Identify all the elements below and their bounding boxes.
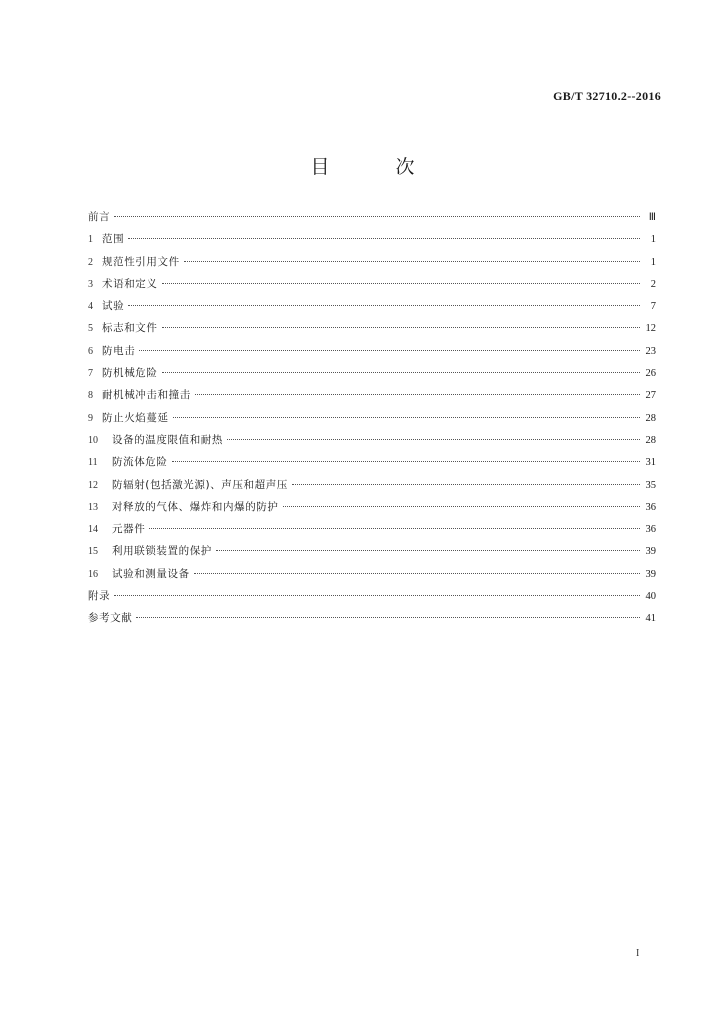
toc-entry[interactable] <box>88 365 656 387</box>
toc-entry-number: 11 <box>88 457 98 469</box>
toc-leader-dots <box>172 461 641 462</box>
toc-leader-dots <box>292 484 640 485</box>
toc-entry-label: 试验 <box>102 300 125 313</box>
toc-entry[interactable] <box>88 454 656 476</box>
toc-entry[interactable] <box>88 209 656 231</box>
toc-entry-label: 参考文献 <box>88 612 133 625</box>
toc-entry-label: 防流体危险 <box>112 456 168 469</box>
toc-entry-page: 23 <box>645 345 656 357</box>
toc-leader-dots <box>283 506 641 507</box>
toc-entry-number: 13 <box>88 501 98 513</box>
toc-entry[interactable] <box>88 343 656 365</box>
toc-entry[interactable] <box>88 610 656 632</box>
toc-entry[interactable] <box>88 543 656 565</box>
toc-leader-dots <box>195 394 640 395</box>
toc-entry[interactable] <box>88 320 656 342</box>
toc-entry-page: 40 <box>645 591 656 603</box>
toc-entry-number: 5 <box>88 323 93 335</box>
toc-entry-number: 10 <box>88 434 98 446</box>
toc-entry-label: 试验和测量设备 <box>112 567 190 580</box>
toc-entry-page: 41 <box>645 613 656 625</box>
toc-entry-number: 4 <box>88 301 93 313</box>
page-title: 目 次 <box>310 156 445 178</box>
toc-entry-label: 防止火焰蔓延 <box>102 411 169 424</box>
toc-entry[interactable] <box>88 254 656 276</box>
toc-entry-number: 12 <box>88 479 98 491</box>
toc-leader-dots <box>128 238 640 239</box>
toc-entry[interactable] <box>88 588 656 610</box>
toc-entry-page: 12 <box>645 323 656 335</box>
toc-entry-page: 2 <box>650 278 656 290</box>
toc-entry[interactable] <box>88 521 656 543</box>
toc-leader-dots <box>128 305 640 306</box>
toc-entry-page: 26 <box>645 368 656 380</box>
toc-entry[interactable] <box>88 410 656 432</box>
toc-entry-page: 1 <box>650 256 656 268</box>
toc-leader-dots <box>162 372 641 373</box>
toc-entry-label: 利用联锁装置的保护 <box>112 545 212 558</box>
toc-entry-number: 16 <box>88 568 98 580</box>
toc-leader-dots <box>149 528 640 529</box>
toc-entry[interactable] <box>88 499 656 521</box>
toc-entry-number: 9 <box>88 412 93 424</box>
toc-leader-dots <box>162 327 641 328</box>
toc-entry-page: 36 <box>645 501 656 513</box>
toc-entry-page: 1 <box>650 234 656 246</box>
toc-entry[interactable] <box>88 231 656 253</box>
toc-leader-dots <box>194 573 640 574</box>
toc-entry-label: 范围 <box>102 233 125 246</box>
toc-entry[interactable] <box>88 387 656 409</box>
toc-entry-number: 7 <box>88 368 93 380</box>
toc-entry-label: 设备的温度限值和耐热 <box>112 433 223 446</box>
toc-entry-page: 31 <box>645 457 656 469</box>
toc-entry-number: 6 <box>88 345 93 357</box>
toc-entry-page: 27 <box>645 390 656 402</box>
toc-entry-page: 28 <box>645 434 656 446</box>
toc-entry-label: 对释放的气体、爆炸和内爆的防护 <box>112 500 279 513</box>
toc-entry-page: Ⅲ <box>648 212 656 223</box>
toc-entry-page: 7 <box>650 301 656 313</box>
toc-entry[interactable] <box>88 276 656 298</box>
toc-leader-dots <box>216 550 640 551</box>
toc-entry-number: 15 <box>88 546 98 558</box>
toc-leader-dots <box>173 417 640 418</box>
toc-entry-page: 36 <box>645 524 656 536</box>
toc-entry-label: 附录 <box>88 590 111 603</box>
toc-entry[interactable] <box>88 566 656 588</box>
toc-entry-page: 28 <box>645 412 656 424</box>
toc-entry-page: 39 <box>645 546 656 558</box>
toc-leader-dots <box>227 439 640 440</box>
toc-leader-dots <box>114 595 640 596</box>
toc-entry-label: 术语和定义 <box>102 277 158 290</box>
toc-entry-page: 35 <box>645 479 656 491</box>
page-number: I <box>636 948 640 959</box>
toc-entry-label: 前言 <box>88 211 111 223</box>
toc-entry[interactable] <box>88 432 656 454</box>
standard-code: GB/T 32710.2--2016 <box>553 89 661 103</box>
toc-entry-label: 耐机械冲击和撞击 <box>102 389 191 402</box>
toc-leader-dots <box>162 283 641 284</box>
toc-leader-dots <box>184 261 640 262</box>
toc-entry-number: 8 <box>88 390 93 402</box>
toc-entry[interactable] <box>88 477 656 499</box>
toc-entry-page: 39 <box>645 568 656 580</box>
toc-entry-label: 标志和文件 <box>102 322 158 335</box>
toc-entry-label: 规范性引用文件 <box>102 255 180 268</box>
toc-entry[interactable] <box>88 298 656 320</box>
toc-entry-number: 1 <box>88 234 93 246</box>
toc-entry-label: 防机械危险 <box>102 367 158 380</box>
toc-leader-dots <box>114 216 640 217</box>
toc-entry-label: 防辐射(包括激光源)、声压和超声压 <box>112 478 288 491</box>
toc-entry-label: 防电击 <box>102 344 136 357</box>
toc-entry-label: 元器件 <box>112 523 146 536</box>
toc-leader-dots <box>136 617 640 618</box>
toc-entry-number: 3 <box>88 278 93 290</box>
toc-leader-dots <box>139 350 640 351</box>
toc-entry-number: 2 <box>88 256 93 268</box>
table-of-contents <box>88 209 656 633</box>
toc-entry-number: 14 <box>88 524 98 536</box>
